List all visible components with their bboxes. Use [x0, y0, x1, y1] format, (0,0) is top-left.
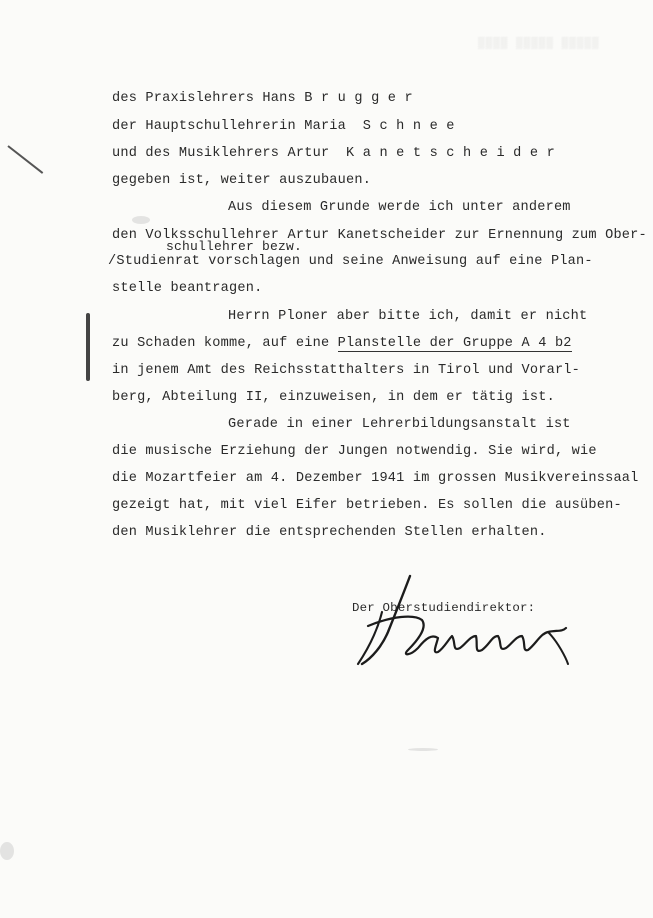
text-line: Aus diesem Grunde werde ich unter anderem: [228, 200, 571, 215]
paper-smudge: [0, 842, 14, 860]
text-line: [112, 336, 572, 352]
text-line: Herrn Ploner aber bitte ich, damit er nicht: [228, 309, 588, 324]
text-line: Gerade in einer Lehrerbildungsanstalt ist: [228, 417, 571, 432]
paper-smudge: [132, 216, 150, 224]
paper-smudge: [408, 748, 438, 751]
text-line: des Praxislehrers Hans B r u g g e r: [112, 91, 413, 106]
faint-stamp-mark: ▒▒▒▒ ▒▒▒▒▒ ▒▒▒▒▒: [478, 38, 600, 50]
text-line: den Volksschullehrer Artur Kanetscheider zur Ernennung zum Ober-: [112, 228, 647, 243]
text-line: die Mozartfeier am 4. Dezember 1941 im grossen Musikvereinssaal: [112, 471, 639, 486]
signature-title: Der Oberstudiendirektor:: [352, 601, 536, 615]
text-line: gegeben ist, weiter auszubauen.: [112, 173, 372, 188]
text-line-insertion: schullehrer bezw.: [166, 239, 303, 254]
text-line: stelle beantragen.: [112, 281, 263, 296]
text-line: und des Musiklehrers Artur K a n e t s c h e i d e r: [112, 146, 555, 161]
text-line: berg, Abteilung II, einzuweisen, in dem er tätig ist.: [112, 390, 555, 405]
text-line: die musische Erziehung der Jungen notwendig. Sie wird, wie: [112, 444, 597, 459]
text-line: den Musiklehrer die entsprechenden Stellen erhalten.: [112, 525, 547, 540]
margin-sideline-mark: [86, 313, 90, 381]
underlined-text: Planstelle der Gruppe A 4 b2: [337, 336, 572, 351]
text-line: der Hauptschullehrerin Maria S c h n e e: [112, 119, 455, 134]
text-line: in jenem Amt des Reichsstatthalters in Tirol und Vorarl-: [112, 363, 581, 378]
text-segment: zu Schaden komme, auf eine: [112, 336, 338, 351]
text-line: /Studienrat vorschlagen und seine Anweisung auf eine Plan-: [108, 254, 593, 269]
handwritten-signature: [352, 572, 582, 672]
margin-pen-mark: [7, 145, 43, 174]
text-line: gezeigt hat, mit viel Eifer betrieben. Es sollen die ausüben-: [112, 498, 622, 513]
